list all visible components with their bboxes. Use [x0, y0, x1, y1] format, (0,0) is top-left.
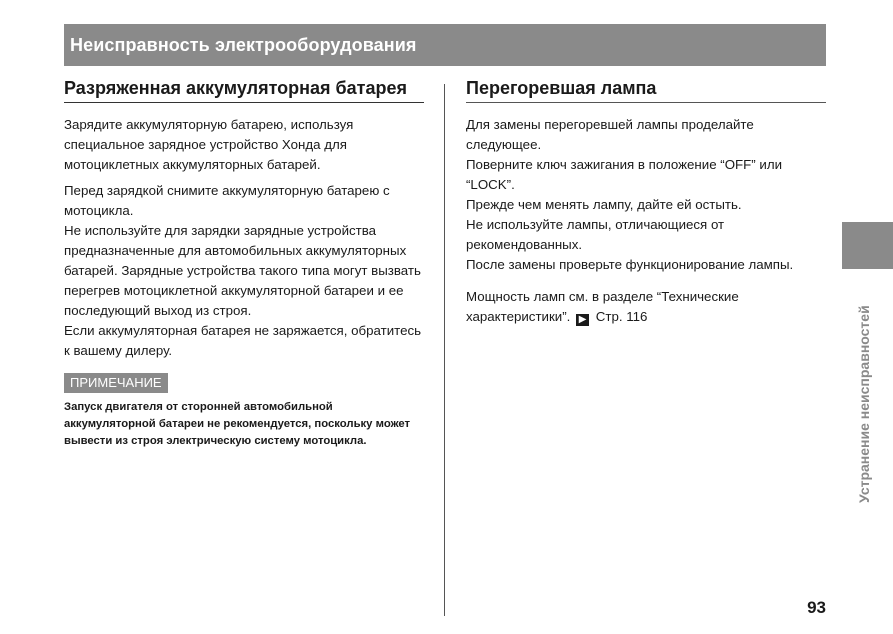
paragraph: Поверните ключ зажигания в положение “OFF” или “LOCK”. — [466, 157, 783, 192]
paragraph: Зарядите аккумуляторную батарею, используя специальное зарядное устройство Хонда для мотоциклетных аккумуляторных батарей. — [64, 117, 354, 172]
right-column — [466, 77, 826, 327]
page-reference-arrow-icon: ▶ — [576, 314, 589, 326]
note-label: ПРИМЕЧАНИЕ — [64, 373, 168, 393]
page-number: 93 — [807, 598, 826, 617]
page-reference-link[interactable]: Стр. 116 — [595, 309, 648, 324]
paragraph: Если аккумуляторная батарея не заряжается, обратитесь к вашему дилеру. — [64, 323, 422, 358]
paragraph-specs — [466, 287, 826, 327]
section-title-bulb: Перегоревшая лампа — [466, 77, 826, 103]
paragraph: Прежде чем менять лампу, дайте ей остыть. — [466, 197, 742, 212]
paragraph: Не используйте для зарядки зарядные устройства предназначенные для автомобильных аккумуляторных батарей. Зарядные устройства такого типа могут вызвать перегрев мотоциклетной аккумуляторной батареи и ее последующий выход из строя. — [64, 223, 421, 318]
paragraph: Для замены перегоревшей лампы проделайте следующее. — [466, 117, 754, 152]
side-tab-marker — [842, 222, 893, 269]
paragraph: Не используйте лампы, отличающиеся от рекомендованных. — [466, 217, 725, 252]
note-text: Запуск двигателя от сторонней автомобильной аккумуляторной батареи не рекомендуется, поскольку может вывести из строя электрическую систему мотоцикла. — [64, 401, 411, 447]
section-title-battery: Разряженная аккумуляторная батарея — [64, 77, 424, 103]
column-divider — [444, 84, 445, 616]
paragraph: Перед зарядкой снимите аккумуляторную батарею с мотоцикла. — [64, 183, 390, 218]
page-header: Неисправность электрооборудования — [64, 24, 826, 66]
paragraph: После замены проверьте функционирование лампы. — [466, 257, 794, 272]
specs-text: Мощность ламп см. в разделе “Технические характеристики”. — [466, 289, 739, 324]
left-column — [64, 77, 424, 461]
side-chapter-label: Устранение неисправностей — [856, 305, 872, 503]
